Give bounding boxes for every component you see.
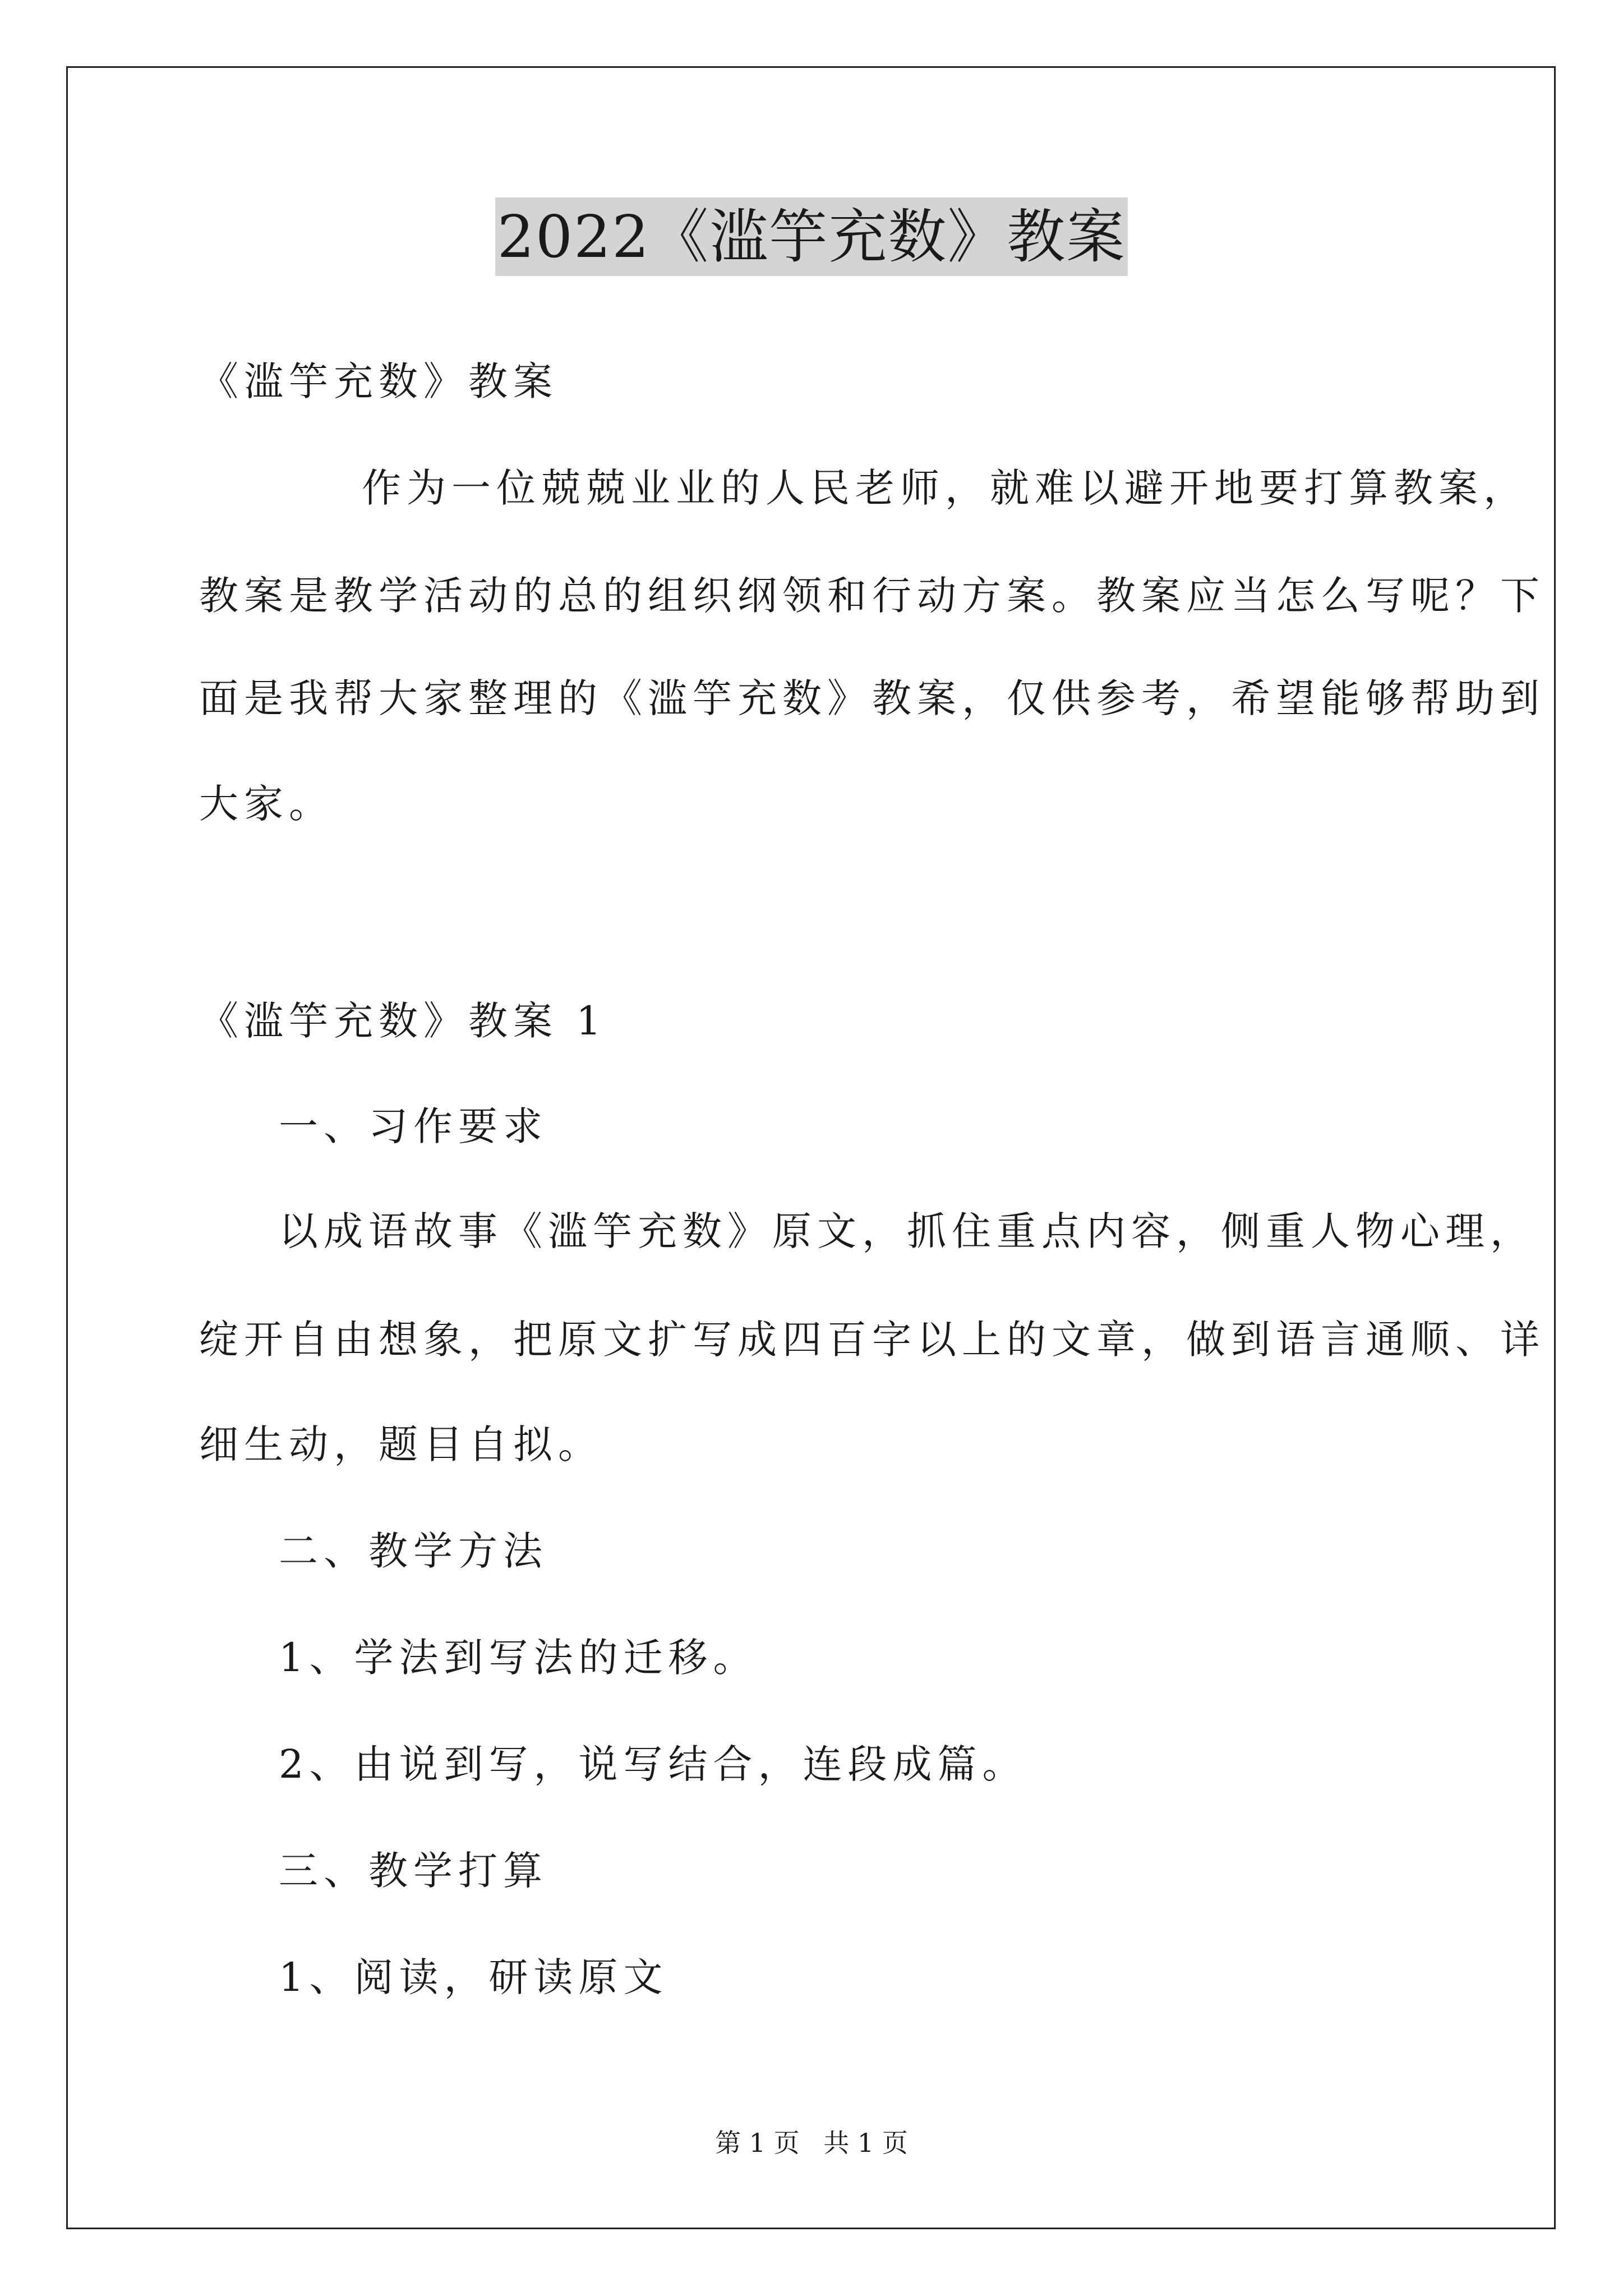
section-heading: 《滥竽充数》教案 1 [199, 998, 607, 1044]
subheading: 三、教学打算 [279, 1848, 548, 1894]
page-total: 共 1 页 [823, 2128, 908, 2158]
paragraph-line: 细生动，题目自拟。 [199, 1421, 603, 1467]
paragraph-line: 以成语故事《滥竽充数》原文，抓住重点内容，侧重人物心理， [279, 1208, 1535, 1254]
paragraph-line: 大家。 [199, 781, 334, 827]
page-number: 第 1 页 [715, 2128, 800, 2158]
list-item: 2、由说到写，说写结合，连段成篇。 [279, 1741, 1027, 1787]
subheading: 一、习作要求 [279, 1103, 548, 1149]
page-footer [0, 2126, 1623, 2160]
list-item: 1、阅读，研读原文 [279, 1954, 668, 2000]
document-title: 2022《滥竽充数》教案 [495, 197, 1128, 276]
paragraph-line: 作为一位兢兢业业的人民老师，就难以避开地要打算教案， [362, 465, 1528, 511]
list-item: 1、学法到写法的迁移。 [279, 1635, 758, 1681]
paragraph-line: 教案是教学活动的总的组织纲领和行动方案。教案应当怎么写呢？下 [199, 573, 1545, 619]
subtitle-line: 《滥竽充数》教案 [199, 358, 558, 404]
paragraph-line: 面是我帮大家整理的《滥竽充数》教案，仅供参考，希望能够帮助到 [199, 675, 1545, 721]
subheading: 二、教学方法 [279, 1528, 548, 1574]
title-container [0, 197, 1623, 276]
paragraph-line: 绽开自由想象，把原文扩写成四百字以上的文章，做到语言通顺、详 [199, 1317, 1545, 1363]
